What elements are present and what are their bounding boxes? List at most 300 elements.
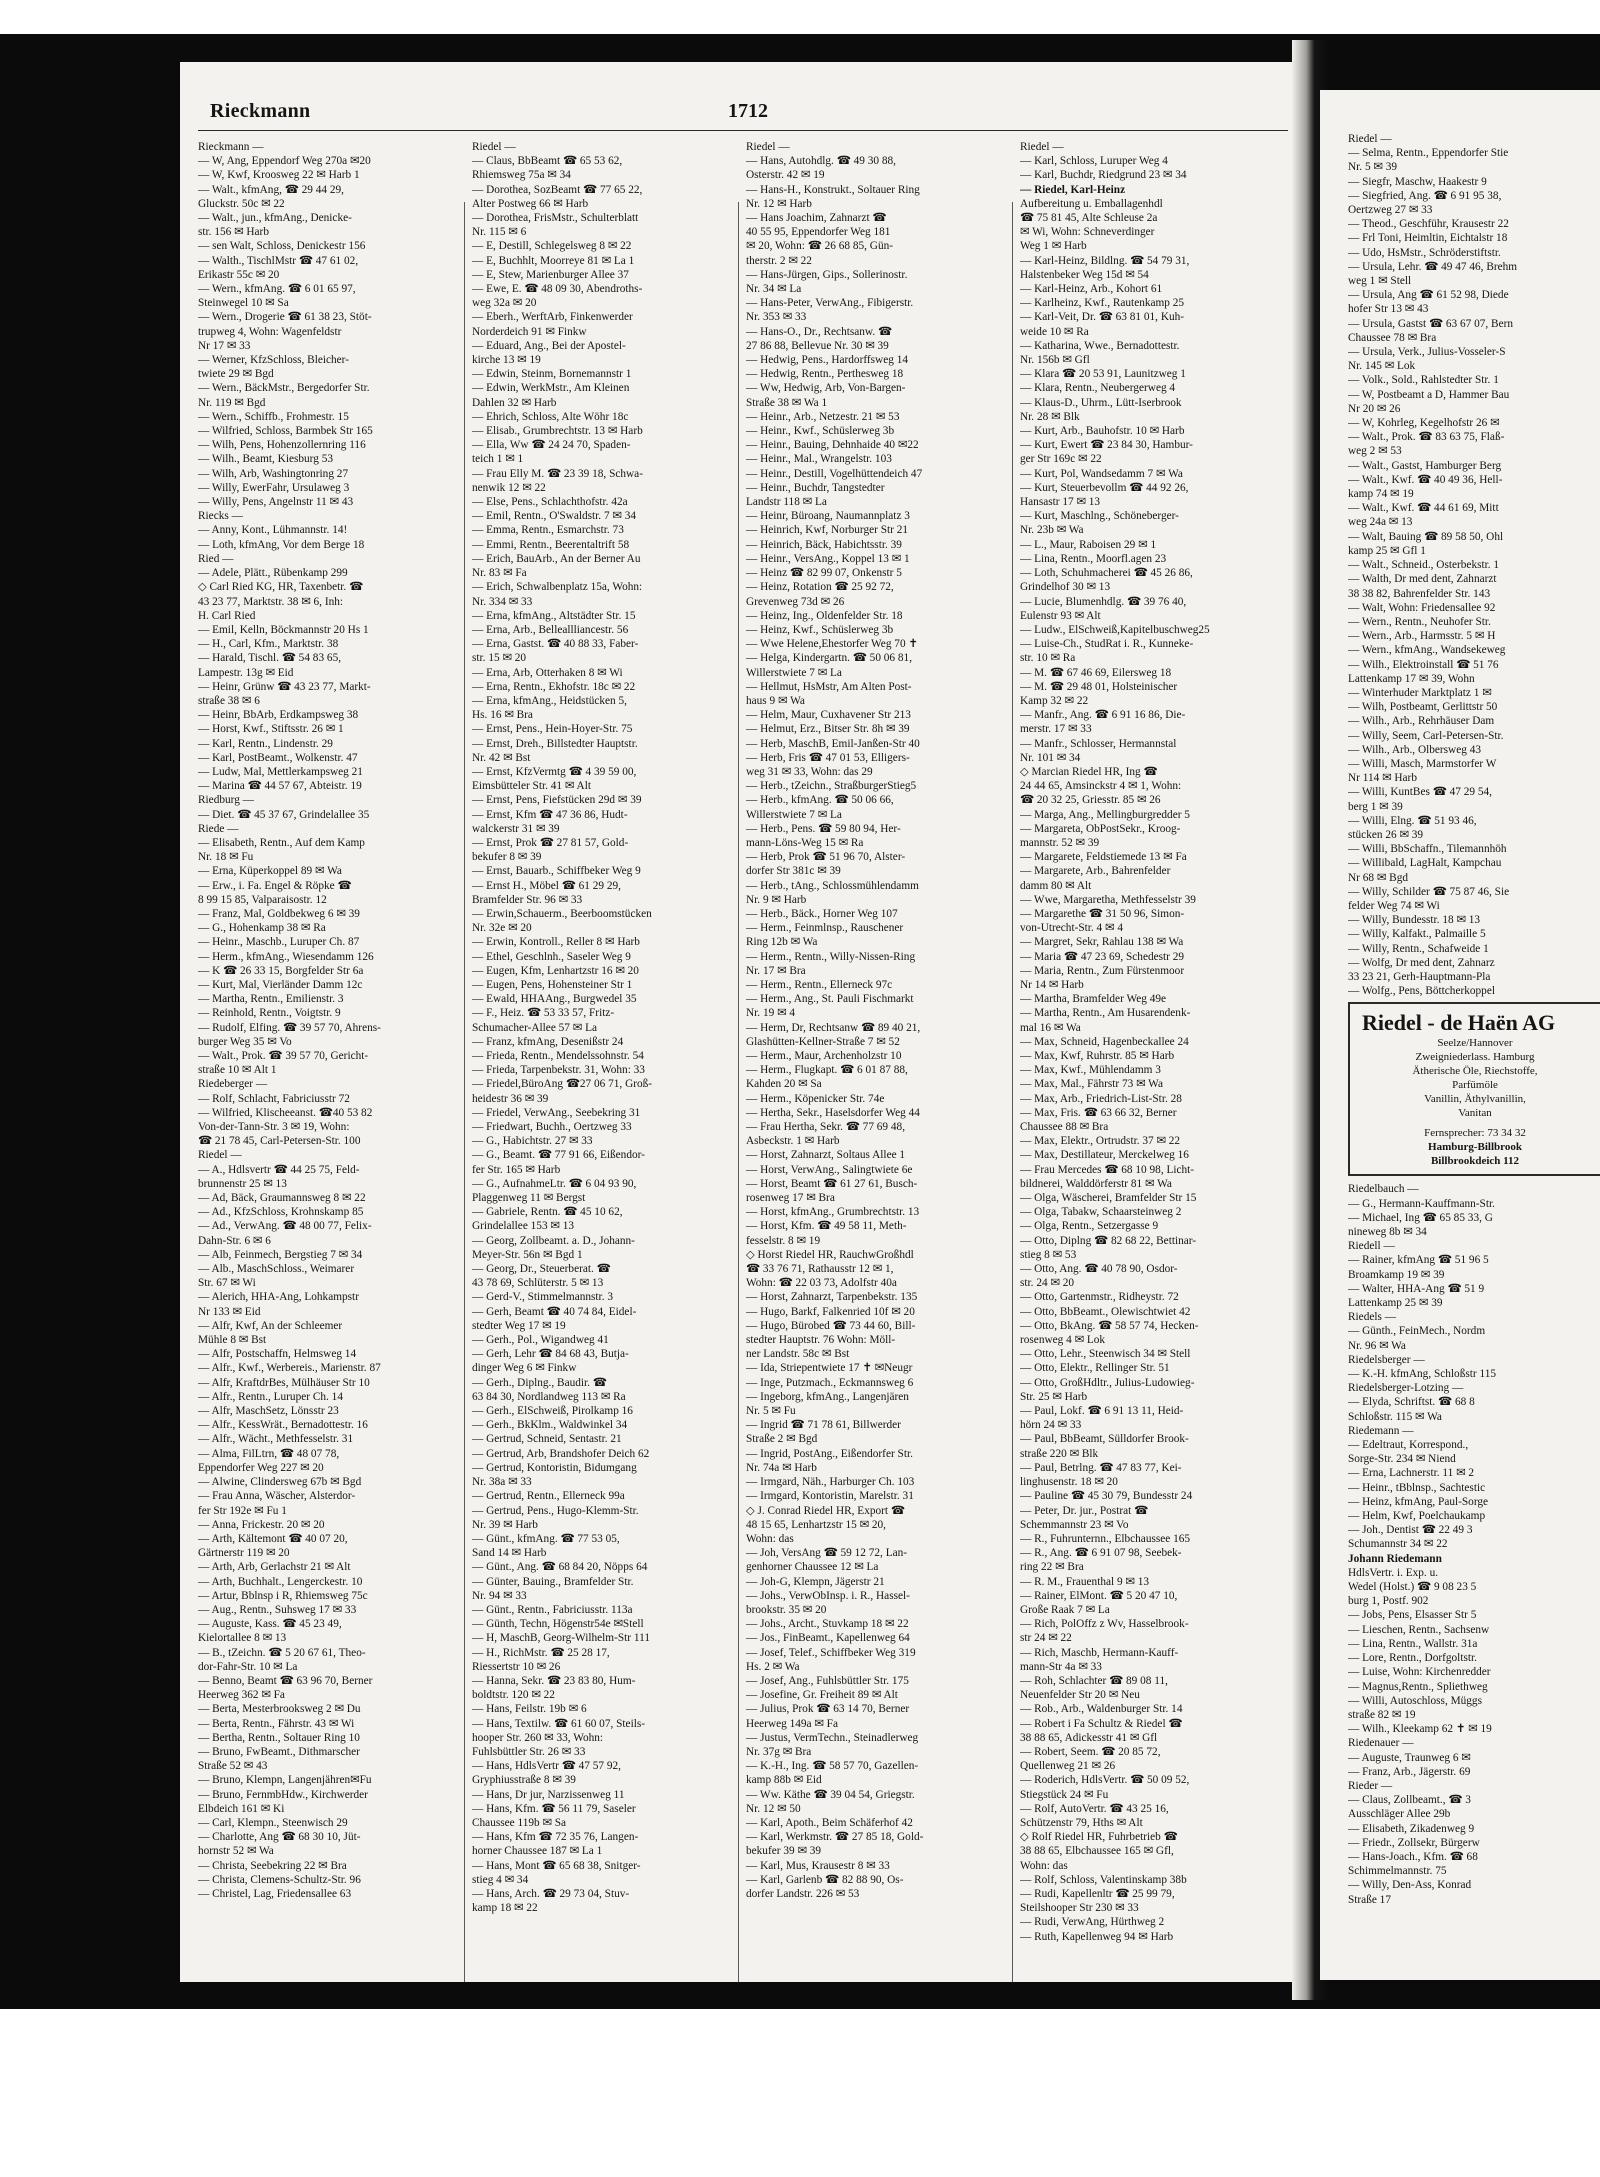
directory-entry: — Kurt, Arb., Bauhofstr. 10 ✉ Harb xyxy=(1020,425,1185,438)
directory-entry: — Rudi, Kapellenltr ☎ 25 99 79, xyxy=(1020,1887,1175,1900)
directory-entry: heidestr 36 ✉ 39 xyxy=(472,1092,549,1105)
running-header xyxy=(198,100,1288,131)
directory-entry: Eppendorfer Weg 227 ✉ 20 xyxy=(198,1461,324,1474)
directory-entry: — Otto, GroßHdltr., Julius-Ludowieg- xyxy=(1020,1376,1195,1389)
directory-entry: — Frau Mercedes ☎ 68 10 98, Licht- xyxy=(1020,1163,1195,1176)
directory-entry: — Otto, Lehr., Steenwisch 34 ✉ Stell xyxy=(1020,1348,1191,1361)
directory-entry: Kamp 32 ✉ 22 xyxy=(1020,694,1089,707)
directory-entry: — Ingeborg, kfmAng., Langenjären xyxy=(746,1390,909,1403)
running-head-name: Rieckmann xyxy=(210,100,311,122)
directory-entry: — Max, Mal., Fährstr 73 ✉ Wa xyxy=(1020,1078,1163,1091)
directory-entry: Schemmannstr 23 ✉ Vo xyxy=(1020,1518,1129,1531)
directory-entry: — Ww. Käthe ☎ 39 04 54, Griegstr. xyxy=(746,1788,915,1801)
directory-entry: — Wwe, Margaretha, Methfesselstr 39 xyxy=(1020,893,1196,906)
directory-entry: Str. 67 ✉ Wi xyxy=(198,1277,256,1290)
directory-entry: Straße 17 xyxy=(1348,1893,1391,1906)
directory-entry: Sorge-Str. 234 ✉ Niend xyxy=(1348,1453,1456,1466)
directory-entry: Riedenauer — xyxy=(1348,1737,1414,1750)
directory-entry: kamp 25 ✉ Gfl 1 xyxy=(1348,544,1426,557)
directory-entry: 38 88 65, Elbchaussee 165 ✉ Gfl, xyxy=(1020,1845,1174,1858)
directory-entry: — Katharina, Wwe., Bernadottestr. xyxy=(1020,339,1180,352)
directory-entry: — Max, Destillateur, Merckelweg 16 xyxy=(1020,1149,1189,1162)
directory-entry: — Marina ☎ 44 57 67, Abteistr. 19 xyxy=(198,780,362,793)
directory-entry: — Wilfried, Schloss, Barmbek Str 165 xyxy=(198,425,373,438)
directory-entry: — Hanna, Sekr. ☎ 23 83 80, Hum- xyxy=(472,1674,636,1687)
directory-entry: ◇ Carl Ried KG, HR, Taxenbetr. ☎ xyxy=(198,581,364,594)
directory-entry: — Willy, Pens, Angelnstr 11 ✉ 43 xyxy=(198,496,354,509)
directory-entry: Nr. 34 ✉ La xyxy=(746,283,802,296)
directory-entry: Nr. 74a ✉ Harb xyxy=(746,1461,817,1474)
directory-entry: — Erna, kfmAng., Altstädter Str. 15 xyxy=(472,609,636,622)
directory-entry: — Wilh, Pens, Hohenzollernring 116 xyxy=(198,439,366,452)
directory-entry: — Roderich, HdlsVertr. ☎ 50 09 52, xyxy=(1020,1774,1190,1787)
directory-entry: — Diet. ☎ 45 37 67, Grindelallee 35 xyxy=(198,808,370,821)
directory-entry: — Marga, Ang., Mellingburgredder 5 xyxy=(1020,808,1190,821)
directory-entry: — Willy, Den-Ass, Konrad xyxy=(1348,1879,1472,1892)
directory-entry: Quellenweg 21 ✉ 26 xyxy=(1020,1760,1116,1773)
directory-entry: 63 84 30, Nordlandweg 113 ✉ Ra xyxy=(472,1390,626,1403)
directory-entry: — Irmgard, Näh., Harburger Ch. 103 xyxy=(746,1476,915,1489)
directory-entry: — Manfr., Ang. ☎ 6 91 16 86, Die- xyxy=(1020,709,1186,722)
directory-entry: — W, Postbeamt a D, Hammer Bau xyxy=(1348,388,1510,401)
directory-entry: brookstr. 35 ✉ 20 xyxy=(746,1603,827,1616)
directory-entry: — Willy, Seem, Carl-Petersen-Str. xyxy=(1348,729,1504,742)
directory-entry: 48 15 65, Lenhartzstr 15 ✉ 20, xyxy=(746,1518,886,1531)
directory-entry: — Günth., FeinMech., Nordm xyxy=(1348,1325,1486,1338)
ad-title: Riedel - de Haën AG xyxy=(1362,1010,1556,1036)
directory-entry: Nr 133 ✉ Eid xyxy=(198,1305,261,1318)
directory-entry: — K.-H., Ing. ☎ 58 57 70, Gazellen- xyxy=(746,1760,919,1773)
directory-entry: — Wilh, Postbeamt, Gerlittstr 50 xyxy=(1348,701,1498,714)
directory-entry: ✉ 20, Wohn: ☎ 26 68 85, Gün- xyxy=(746,240,893,253)
directory-entry: — Otto, Elektr., Rellinger Str. 51 xyxy=(1020,1362,1170,1375)
directory-entry: — Herm., kfmAng., Wiesendamm 126 xyxy=(198,950,374,963)
directory-entry: Kahden 20 ✉ Sa xyxy=(746,1078,822,1091)
directory-entry: rosenweg 17 ✉ Bra xyxy=(746,1192,835,1205)
directory-entry: — Gertrud, Kontoristin, Bidumgang xyxy=(472,1461,637,1474)
directory-column-4 xyxy=(1020,140,1278,1944)
directory-entry: — Karl, Schloss, Luruper Weg 4 xyxy=(1020,155,1168,168)
directory-entry: damm 80 ✉ Alt xyxy=(1020,879,1092,892)
directory-entry: — Anny, Kont., Lühmannstr. 14! xyxy=(198,524,348,537)
directory-entry: — Willy, Schilder ☎ 75 87 46, Sie xyxy=(1348,885,1510,898)
directory-entry: — Margareta, ObPostSekr., Kroog- xyxy=(1020,822,1181,835)
directory-entry: — Alb, Feinmech, Bergstieg 7 ✉ 34 xyxy=(198,1248,363,1261)
directory-entry: — Robert, Seem. ☎ 20 85 72, xyxy=(1020,1745,1161,1758)
directory-entry: — Ehrich, Schloss, Alte Wöhr 18c xyxy=(472,410,629,423)
directory-entry: — Herm., Maur, Archenholzstr 10 xyxy=(746,1050,902,1062)
directory-entry: — Ewe, E. ☎ 48 09 30, Abendroths- xyxy=(472,283,643,296)
directory-entry: Bramfelder Str. 96 ✉ 33 xyxy=(472,893,583,906)
directory-entry: — Max, Schneid, Hagenbeckallee 24 xyxy=(1020,1035,1189,1048)
directory-entry: stedter Weg 17 ✉ 19 xyxy=(472,1319,566,1332)
directory-entry: — Franz, Arb., Jägerstr. 69 xyxy=(1348,1765,1471,1778)
directory-entry: — Kurt, Maschlng., Schöneberger- xyxy=(1020,510,1179,523)
directory-entry: — E, Buchhlt, Moorreye 81 ✉ La 1 xyxy=(472,254,635,267)
directory-entry: Nr. 23b ✉ Wa xyxy=(1020,524,1084,537)
directory-entry: stedter Hauptstr. 76 Wohn: Möll- xyxy=(746,1334,896,1347)
directory-entry: — Rolf, AutoVertr. ☎ 43 25 16, xyxy=(1020,1802,1169,1815)
directory-entry: — Herm., Rentn., Willy-Nissen-Ring xyxy=(746,950,916,963)
directory-entry: Steinwegel 10 ✉ Sa xyxy=(198,297,289,310)
directory-entry: — Frau Hertha, Sekr. ☎ 77 69 48, xyxy=(746,1121,906,1134)
directory-entry: Str. 25 ✉ Harb xyxy=(1020,1390,1088,1403)
directory-entry: — Willibald, LagHalt, Kampchau xyxy=(1348,857,1502,870)
directory-entry: — Herb., kfmAng. ☎ 50 06 66, xyxy=(746,794,894,807)
directory-entry: — Ernst, Pens, Fiefstücken 29d ✉ 39 xyxy=(472,794,642,807)
directory-entry: — Willy, Bundesstr. 18 ✉ 13 xyxy=(1348,914,1481,927)
directory-entry: — R. M., Frauenthal 9 ✉ 13 xyxy=(1020,1575,1150,1588)
directory-entry: Riedelbauch — xyxy=(1348,1183,1419,1196)
directory-entry: — Friedel, VerwAng., Seebekring 31 xyxy=(472,1106,641,1119)
directory-entry: — Erwin,Schauerm., Beerboomstücken xyxy=(472,907,652,920)
directory-entry: 38 38 82, Bahrenfelder Str. 143 xyxy=(1348,587,1491,600)
directory-entry: stieg 8 ✉ 53 xyxy=(1020,1248,1077,1261)
directory-column-3 xyxy=(746,140,1004,1901)
directory-entry: — Walt., Schneid., Osterbekstr. 1 xyxy=(1348,559,1500,572)
directory-entry: Steilshooper Str 230 ✉ 33 xyxy=(1020,1902,1139,1915)
directory-entry: — W, Kohrleg, Kegelhofstr 26 ✉ xyxy=(1348,417,1500,430)
directory-entry: — Carl, Klempn., Steenwisch 29 xyxy=(198,1816,348,1829)
directory-entry: — Loth, kfmAng, Vor dem Berge 18 xyxy=(198,538,365,551)
directory-entry: — Friedel,BüroAng ☎27 06 71, Groß- xyxy=(472,1078,653,1091)
directory-entry: Nr. 101 ✉ 34 xyxy=(1020,751,1081,764)
directory-entry: Nr 17 ✉ 33 xyxy=(198,339,251,352)
directory-entry: bildnerei, Walddörferstr 81 ✉ Wa xyxy=(1020,1177,1172,1190)
directory-entry: straße 10 ✉ Alt 1 xyxy=(198,1064,277,1077)
directory-entry: — Gerd-V., Stimmelmannstr. 3 xyxy=(472,1291,613,1304)
directory-entry: — Heinz, kfmAng, Paul-Sorge xyxy=(1348,1495,1489,1508)
directory-entry: — Heinrich, Bäck, Habichtsstr. 39 xyxy=(746,538,902,551)
directory-entry: Nr. 12 ✉ 50 xyxy=(746,1802,801,1815)
directory-entry: weg 31 ✉ 33, Wohn: das 29 xyxy=(746,765,873,778)
directory-entry: Riedel — xyxy=(1020,141,1064,153)
directory-entry: Weg 1 ✉ Harb xyxy=(1020,240,1087,253)
ad-line: Zweigniederlass. Hamburg xyxy=(1415,1051,1535,1064)
directory-entry: Riessertstr 10 ✉ 26 xyxy=(472,1660,561,1673)
directory-entry: ☎ 75 81 45, Alte Schleuse 2a xyxy=(1020,212,1158,225)
directory-entry: — Herm, Dr, Rechtsanw ☎ 89 40 21, xyxy=(746,1021,921,1034)
directory-entry: Kielortallee 8 ✉ 13 xyxy=(198,1632,287,1645)
directory-entry: — Franz, Mal, Goldbekweg 6 ✉ 39 xyxy=(198,907,360,920)
directory-entry: — Ursula, Verk., Julius-Vosseler-S xyxy=(1348,346,1506,359)
directory-entry: — Horst, VerwAng., Salingtwiete 6e xyxy=(746,1163,913,1176)
directory-entry: — Helm, Kwf, Poelchaukamp xyxy=(1348,1510,1486,1523)
directory-entry: — Heinr., Bauing, Dehnhaide 40 ✉22 xyxy=(746,439,919,452)
directory-entry: Osterstr. 42 ✉ 19 xyxy=(746,169,825,182)
directory-entry: 8 99 15 85, Valparaisostr. 12 xyxy=(198,893,327,906)
directory-entry: Große Raak 7 ✉ La xyxy=(1020,1603,1110,1616)
directory-entry: Von-der-Tann-Str. 3 ✉ 19, Wohn: xyxy=(198,1121,350,1134)
directory-entry: str. 10 ✉ Ra xyxy=(1020,652,1076,665)
directory-entry: — Herm., Feinmlnsp., Rauschener xyxy=(746,922,904,935)
directory-entry: Neuenfelder Str 20 ✉ Neu xyxy=(1020,1689,1140,1702)
directory-entry: — Ursula, Lehr. ☎ 49 47 46, Brehm xyxy=(1348,260,1518,273)
directory-entry: burger Weg 35 ✉ Vo xyxy=(198,1035,292,1048)
directory-entry: Nr. 42 ✉ Bst xyxy=(472,751,531,764)
column-divider xyxy=(1012,202,1013,1982)
directory-entry: — Wern., kfmAng., Wandsekeweg xyxy=(1348,644,1506,657)
directory-entry: — Herm., Rentn., Ellerneck 97c xyxy=(746,978,893,991)
directory-entry: Riedemann — xyxy=(1348,1424,1414,1437)
directory-entry: Gluckstr. 50c ✉ 22 xyxy=(198,197,285,210)
directory-entry: 43 78 69, Schlüterstr. 5 ✉ 13 xyxy=(472,1277,604,1290)
directory-entry: — Ernst, Bauarb., Schiffbeker Weg 9 xyxy=(472,865,641,878)
directory-entry: — Otto, BkAng. ☎ 58 57 74, Hecken- xyxy=(1020,1319,1199,1332)
directory-entry: Nr. 12 ✉ Harb xyxy=(746,197,812,210)
directory-entry: ◇ J. Conrad Riedel HR, Export ☎ xyxy=(746,1504,905,1517)
directory-entry: — Auguste, Kass. ☎ 45 23 49, xyxy=(198,1618,342,1631)
directory-entry: — Else, Pens., Schlachthofstr. 42a xyxy=(472,496,628,509)
directory-entry: Nr. 18 ✉ Fu xyxy=(198,851,254,864)
directory-entry: — L., Maur, Raboisen 29 ✉ 1 xyxy=(1020,538,1157,551)
directory-entry: Wohn: das xyxy=(746,1532,794,1545)
directory-entry: — G., Hohenkamp 38 ✉ Ra xyxy=(198,922,326,935)
directory-entry: — Lore, Rentn., Dorfgoltstr. xyxy=(1348,1652,1477,1665)
directory-entry: str 24 ✉ 22 xyxy=(1020,1632,1072,1645)
directory-entry: — Hans, Arch. ☎ 29 73 04, Stuv- xyxy=(472,1887,630,1900)
directory-entry: — Emil, Rentn., O'Swaldstr. 7 ✉ 34 xyxy=(472,510,637,523)
directory-entry: — Karl, Garlenb ☎ 82 88 90, Os- xyxy=(746,1873,904,1886)
directory-entry: kamp 88b ✉ Eid xyxy=(746,1774,822,1787)
directory-entry: straße 82 ✉ 19 xyxy=(1348,1708,1416,1721)
directory-entry: — Bertha, Rentn., Soltauer Ring 10 xyxy=(198,1731,360,1744)
directory-entry: — Maria, Rentn., Zum Fürstenmoor xyxy=(1020,964,1185,977)
directory-entry: Nr. 39 ✉ Harb xyxy=(472,1518,538,1531)
directory-entry: — Martha, Rentn., Emilienstr. 3 xyxy=(198,993,344,1006)
directory-entry: — Hans-H., Konstrukt., Soltauer Ring xyxy=(746,183,920,196)
directory-entry: Riedell — xyxy=(1348,1240,1395,1253)
directory-entry: Eulenstr 93 ✉ Alt xyxy=(1020,609,1101,622)
directory-entry: — Ruth, Kapellenweg 94 ✉ Harb xyxy=(1020,1930,1174,1943)
directory-entry: — Manfr., Schlosser, Hermannstal xyxy=(1020,737,1177,750)
directory-entry: Fuhlsbüttler Str. 26 ✉ 33 xyxy=(472,1745,586,1758)
directory-entry: — Willi, KuntBes ☎ 47 29 54, xyxy=(1348,786,1492,799)
directory-entry: bekufer 8 ✉ 39 xyxy=(472,851,542,864)
directory-entry: — Siegfr, Maschw, Haakestr 9 xyxy=(1348,175,1487,188)
directory-entry: — Wern., Arb., Harmsstr. 5 ✉ H xyxy=(1348,630,1496,643)
directory-entry: — Walth, Dr med dent, Zahnarzt xyxy=(1348,573,1497,586)
directory-entry: — Loth, Schuhmacherei ☎ 45 26 86, xyxy=(1020,567,1193,580)
directory-entry: — Hans, Feilstr. 19b ✉ 6 xyxy=(472,1703,587,1716)
directory-entry: — M. ☎ 29 48 01, Holsteinischer xyxy=(1020,680,1178,693)
directory-entry: — Heinr., Kwf., Schüslerweg 3b xyxy=(746,425,895,438)
directory-entry: — Hans-Jürgen, Gips., Sollerinostr. xyxy=(746,268,908,281)
directory-entry: — Rich, Maschb, Hermann-Kauff- xyxy=(1020,1646,1179,1659)
directory-entry: — Selma, Rentn., Eppendorfer Stie xyxy=(1348,147,1509,160)
directory-entry: — Berta, Rentn., Fährstr. 43 ✉ Wi xyxy=(198,1717,355,1730)
directory-entry: Nr. 17 ✉ Bra xyxy=(746,964,806,977)
directory-entry: — Lina, Rentn., Wallstr. 31a xyxy=(1348,1637,1478,1650)
directory-entry: — Margarete, Arb., Bahrenfelder xyxy=(1020,865,1171,878)
directory-entry: — Walt., Prok. ☎ 83 63 75, Flaß- xyxy=(1348,431,1505,444)
directory-entry: — Walt., Prok. ☎ 39 57 70, Gericht- xyxy=(198,1050,369,1062)
directory-entry: — Ursula, Gastst ☎ 63 67 07, Bern xyxy=(1348,317,1513,330)
advertisement-box xyxy=(1348,1002,1600,1176)
directory-entry: — Hans, Kfm. ☎ 56 11 79, Saseler xyxy=(472,1802,636,1815)
directory-entry: — Bruno, FernmbHdw., Kirchwerder xyxy=(198,1788,368,1801)
directory-entry: — Herm., Köpenicker Str. 74e xyxy=(746,1092,885,1105)
directory-entry: — Karl, Mus, Krausestr 8 ✉ 33 xyxy=(746,1859,890,1872)
directory-entry: — Klaus-D., Uhrm., Lütt-Iserbrook xyxy=(1020,396,1182,409)
directory-entry: — Bruno, Klempn, Langenjähren✉Fu xyxy=(198,1774,372,1787)
directory-entry: — Elisabeth, Zikadenweg 9 xyxy=(1348,1822,1475,1835)
directory-entry: — Ww, Hedwig, Arb, Von-Bargen- xyxy=(746,382,906,395)
directory-entry: — Dorothea, FrisMstr., Schulterblatt xyxy=(472,212,639,225)
directory-entry: — Margarethe ☎ 31 50 96, Simon- xyxy=(1020,907,1185,920)
directory-entry: Chaussee 88 ✉ Bra xyxy=(1020,1121,1109,1134)
directory-entry: — Erna, Lachnerstr. 11 ✉ 2 xyxy=(1348,1467,1475,1480)
directory-entry: — Gertrud, Rentn., Ellerneck 99a xyxy=(472,1490,625,1503)
directory-entry: kirche 13 ✉ 19 xyxy=(472,354,541,367)
directory-entry: trupweg 4, Wohn: Wagenfeldstr xyxy=(198,325,342,338)
directory-entry: — Alfr., Wächt., Methfesselstr. 31 xyxy=(198,1433,354,1446)
directory-entry: brunnenstr 25 ✉ 13 xyxy=(198,1177,287,1190)
directory-entry: — Heinr, BbArb, Erdkampsweg 38 xyxy=(198,709,359,722)
directory-entry: Gryphiusstraße 8 ✉ 39 xyxy=(472,1774,576,1787)
directory-entry: Grevenweg 73d ✉ 26 xyxy=(746,595,845,608)
directory-entry: — Ernst, Kfm ☎ 47 36 86, Hudt- xyxy=(472,808,628,821)
directory-entry: — Alfr., Rentn., Luruper Ch. 14 xyxy=(198,1390,343,1403)
directory-entry: 27 86 88, Bellevue Nr. 30 ✉ 39 xyxy=(746,339,889,352)
directory-entry: Willerstwiete 7 ✉ La xyxy=(746,808,842,821)
directory-entry: — Irmgard, Kontoristin, Marelstr. 31 xyxy=(746,1490,914,1503)
directory-entry: — Heinr., Maschb., Luruper Ch. 87 xyxy=(198,936,360,949)
directory-entry: — Lucie, Blumenhdlg. ☎ 39 76 40, xyxy=(1020,595,1187,608)
directory-entry: Stiegstück 24 ✉ Fu xyxy=(1020,1788,1109,1801)
directory-entry: Riedelsberger-Lotzing — xyxy=(1348,1382,1464,1395)
directory-entry: — Claus, BbBeamt ☎ 65 53 62, xyxy=(472,155,623,168)
directory-column-2 xyxy=(472,140,730,1915)
directory-entry: — Willi, BbSchaffn., Tilemannhöh xyxy=(1348,843,1507,856)
directory-entry: 43 23 77, Marktstr. 38 ✉ 6, Inh: xyxy=(198,595,344,608)
directory-entry: — A., Hdlsvertr ☎ 44 25 75, Feld- xyxy=(198,1163,360,1176)
directory-entry: merstr. 17 ✉ 33 xyxy=(1020,723,1092,736)
directory-entry: — R., Fuhrunternn., Elbchaussee 165 xyxy=(1020,1532,1191,1545)
directory-entry: straße 38 ✉ 6 xyxy=(198,694,260,707)
directory-entry: — Willi, Masch, Marmstorfer W xyxy=(1348,757,1497,770)
directory-entry: — Alfr., KessWrät., Bernadottestr. 16 xyxy=(198,1419,368,1432)
directory-entry: — Herb, Prok ☎ 51 96 70, Alster- xyxy=(746,851,906,864)
directory-entry: Halstenbeker Weg 15d ✉ 54 xyxy=(1020,268,1149,281)
directory-entry: — Rudolf, Elfing. ☎ 39 57 70, Ahrens- xyxy=(198,1021,381,1034)
directory-entry: — Günter, Bauing., Bramfelder Str. xyxy=(472,1575,634,1588)
directory-entry: — Walter, HHA-Ang ☎ 51 9 xyxy=(1348,1282,1485,1295)
directory-entry: Rieder — xyxy=(1348,1779,1393,1792)
directory-entry: Nr 20 ✉ 26 xyxy=(1348,402,1401,415)
directory-entry: fer Str 192e ✉ Fu 1 xyxy=(198,1504,287,1517)
directory-entry: — Hugo, Bürobed ☎ 73 44 60, Bill- xyxy=(746,1319,916,1332)
directory-entry: — Walt., jun., kfmAng., Denicke- xyxy=(198,212,352,225)
directory-entry: — Wern., Rentn., Neuhofer Str. xyxy=(1348,615,1491,628)
directory-entry: hörn 24 ✉ 33 xyxy=(1020,1419,1082,1432)
directory-entry: Nr. 145 ✉ Lok xyxy=(1348,360,1416,373)
directory-entry: Oertzweg 27 ✉ 33 xyxy=(1348,204,1433,217)
directory-entry: Schimmelmannstr. 75 xyxy=(1348,1865,1447,1878)
directory-entry: — Gabriele, Rentn. ☎ 45 10 62, xyxy=(472,1206,623,1219)
directory-entry: — Elyda, Schriftst. ☎ 68 8 xyxy=(1348,1396,1475,1409)
directory-entry: — Pauline ☎ 45 30 79, Bundesstr 24 xyxy=(1020,1490,1193,1503)
directory-entry: — Alfr, MaschSetz, Lönsstr 23 xyxy=(198,1405,339,1418)
directory-entry: — Kurt, Pol, Wandsedamm 7 ✉ Wa xyxy=(1020,467,1183,480)
right-entries-top xyxy=(1348,132,1598,998)
directory-entry: Norderdeich 91 ✉ Finkw xyxy=(472,325,587,338)
directory-entry: — Ursula, Ang ☎ 61 52 98, Diede xyxy=(1348,289,1509,302)
directory-entry: — Olga, Wäscherei, Bramfelder Str 15 xyxy=(1020,1192,1197,1205)
directory-entry: — Karl-Heinz, Arb., Kohort 61 xyxy=(1020,283,1163,296)
directory-entry: — Olga, Rentn., Setzergasse 9 xyxy=(1020,1220,1159,1233)
directory-entry: ger Str 169c ✉ 22 xyxy=(1020,453,1102,466)
directory-entry: Hs. 2 ✉ Wa xyxy=(746,1660,800,1673)
directory-entry: — Ernst, Pens., Hein-Hoyer-Str. 75 xyxy=(472,723,633,736)
directory-entry: — Walt, Bauing ☎ 89 58 50, Ohl xyxy=(1348,530,1504,543)
directory-entry: — Emil, Kelln, Böckmannstr 20 Hs 1 xyxy=(198,623,369,636)
directory-entry: — Heinr, Büroang, Naumannplatz 3 xyxy=(746,510,910,523)
directory-entry: Nr. 115 ✉ 6 xyxy=(472,226,527,239)
directory-entry: — Paul, Betrlng. ☎ 47 83 77, Kei- xyxy=(1020,1461,1182,1474)
directory-entry: — Max, Fris. ☎ 63 66 32, Berner xyxy=(1020,1106,1177,1119)
directory-entry: Schloßstr. 115 ✉ Wa xyxy=(1348,1410,1442,1423)
directory-entry: — Klara ☎ 20 53 91, Launitzweg 1 xyxy=(1020,368,1186,381)
directory-entry: — Frl Toni, Heimltin, Eichtalstr 18 xyxy=(1348,232,1508,245)
directory-entry: — Frau Elly M. ☎ 23 39 18, Schwa- xyxy=(472,467,643,480)
directory-entry: weg 24a ✉ 13 xyxy=(1348,516,1413,529)
directory-entry: — G., AufnahmeLtr. ☎ 6 04 93 90, xyxy=(472,1177,637,1190)
directory-entry: Riedburg — xyxy=(198,794,254,807)
directory-entry: — Otto, Gartenmstr., Ridheystr. 72 xyxy=(1020,1291,1179,1304)
directory-entry: — Erich, Schwalbenplatz 15a, Wohn: xyxy=(472,581,643,594)
directory-entry: Nr. 19 ✉ 4 xyxy=(746,1007,796,1020)
directory-entry: — Karlheinz, Kwf., Rautenkamp 25 xyxy=(1020,297,1185,310)
directory-entry: — Heinr., VersAng., Koppel 13 ✉ 1 xyxy=(746,552,910,565)
directory-entry: — Karl-Heinz, Bildlng. ☎ 54 79 31, xyxy=(1020,254,1190,267)
directory-entry: — Gertrud, Schneid, Sentastr. 21 xyxy=(472,1433,622,1446)
directory-entry: — Herm., Flugkapt. ☎ 6 01 87 88, xyxy=(746,1064,908,1077)
directory-entry: Lattenkamp 17 ✉ 39, Wohn xyxy=(1348,672,1475,685)
directory-entry: walckerstr 31 ✉ 39 xyxy=(472,822,560,835)
directory-entry: — Günt., kfmAng. ☎ 77 53 05, xyxy=(472,1532,620,1545)
directory-entry: — Wwe Helene,Ehestorfer Weg 70 ✝ xyxy=(746,638,918,651)
directory-entry: dinger Weg 6 ✉ Finkw xyxy=(472,1362,577,1375)
directory-entry: — Walt., Gastst, Hamburger Berg xyxy=(1348,459,1502,472)
directory-entry: — Edwin, WerkMstr., Am Kleinen xyxy=(472,382,630,395)
directory-entry: Riecks — xyxy=(198,510,243,523)
directory-entry: — Wern., Drogerie ☎ 61 38 23, Stöt- xyxy=(198,311,372,324)
directory-entry: — Günt., Ang. ☎ 68 84 20, Nöpps 64 xyxy=(472,1561,648,1574)
directory-entry: — Horst, Beamt ☎ 61 27 61, Busch- xyxy=(746,1177,918,1190)
directory-entry: — Hans, Autohdlg. ☎ 49 30 88, xyxy=(746,155,896,168)
directory-entry: straße 220 ✉ Blk xyxy=(1020,1447,1099,1460)
directory-entry: ✉ Wi, Wohn: Schneverdinger xyxy=(1020,226,1155,239)
directory-entry: Rhiemsweg 75a ✉ 34 xyxy=(472,169,571,182)
directory-entry: — Hedwig, Pens., Hardorffsweg 14 xyxy=(746,354,909,367)
directory-entry: — Eduard, Ang., Bei der Apostel- xyxy=(472,339,626,352)
directory-entry: — Udo, HsMstr., Schröderstiftstr. xyxy=(1348,246,1501,259)
directory-entry: — Ad., KfzSchloss, Krohnskamp 85 xyxy=(198,1206,364,1219)
directory-entry: — Dorothea, SozBeamt ☎ 77 65 22, xyxy=(472,183,643,196)
directory-entry: Glashütten-Kellner-Straße 7 ✉ 52 xyxy=(746,1035,900,1048)
directory-entry: Nr. 32e ✉ 20 xyxy=(472,922,532,935)
directory-entry: rosenweg 4 ✉ Lok xyxy=(1020,1334,1106,1347)
directory-entry: — Walt., kfmAng, ☎ 29 44 29, xyxy=(198,183,344,196)
directory-entry: ☎ 20 32 25, Griesstr. 85 ✉ 26 xyxy=(1020,794,1161,807)
directory-entry: — Herb., Pens. ☎ 59 80 94, Her- xyxy=(746,822,901,835)
directory-entry: — Arth, Buchhalt., Lengerckestr. 10 xyxy=(198,1575,363,1588)
directory-entry: — Helga, Kindergartn. ☎ 50 06 81, xyxy=(746,652,913,665)
directory-entry: — Kurt, Ewert ☎ 23 84 30, Hambur- xyxy=(1020,439,1193,452)
directory-entry: — Edwin, Steinm, Bornemannstr 1 xyxy=(472,368,632,381)
directory-entry: — Maria ☎ 47 23 69, Schedestr 29 xyxy=(1020,950,1185,963)
